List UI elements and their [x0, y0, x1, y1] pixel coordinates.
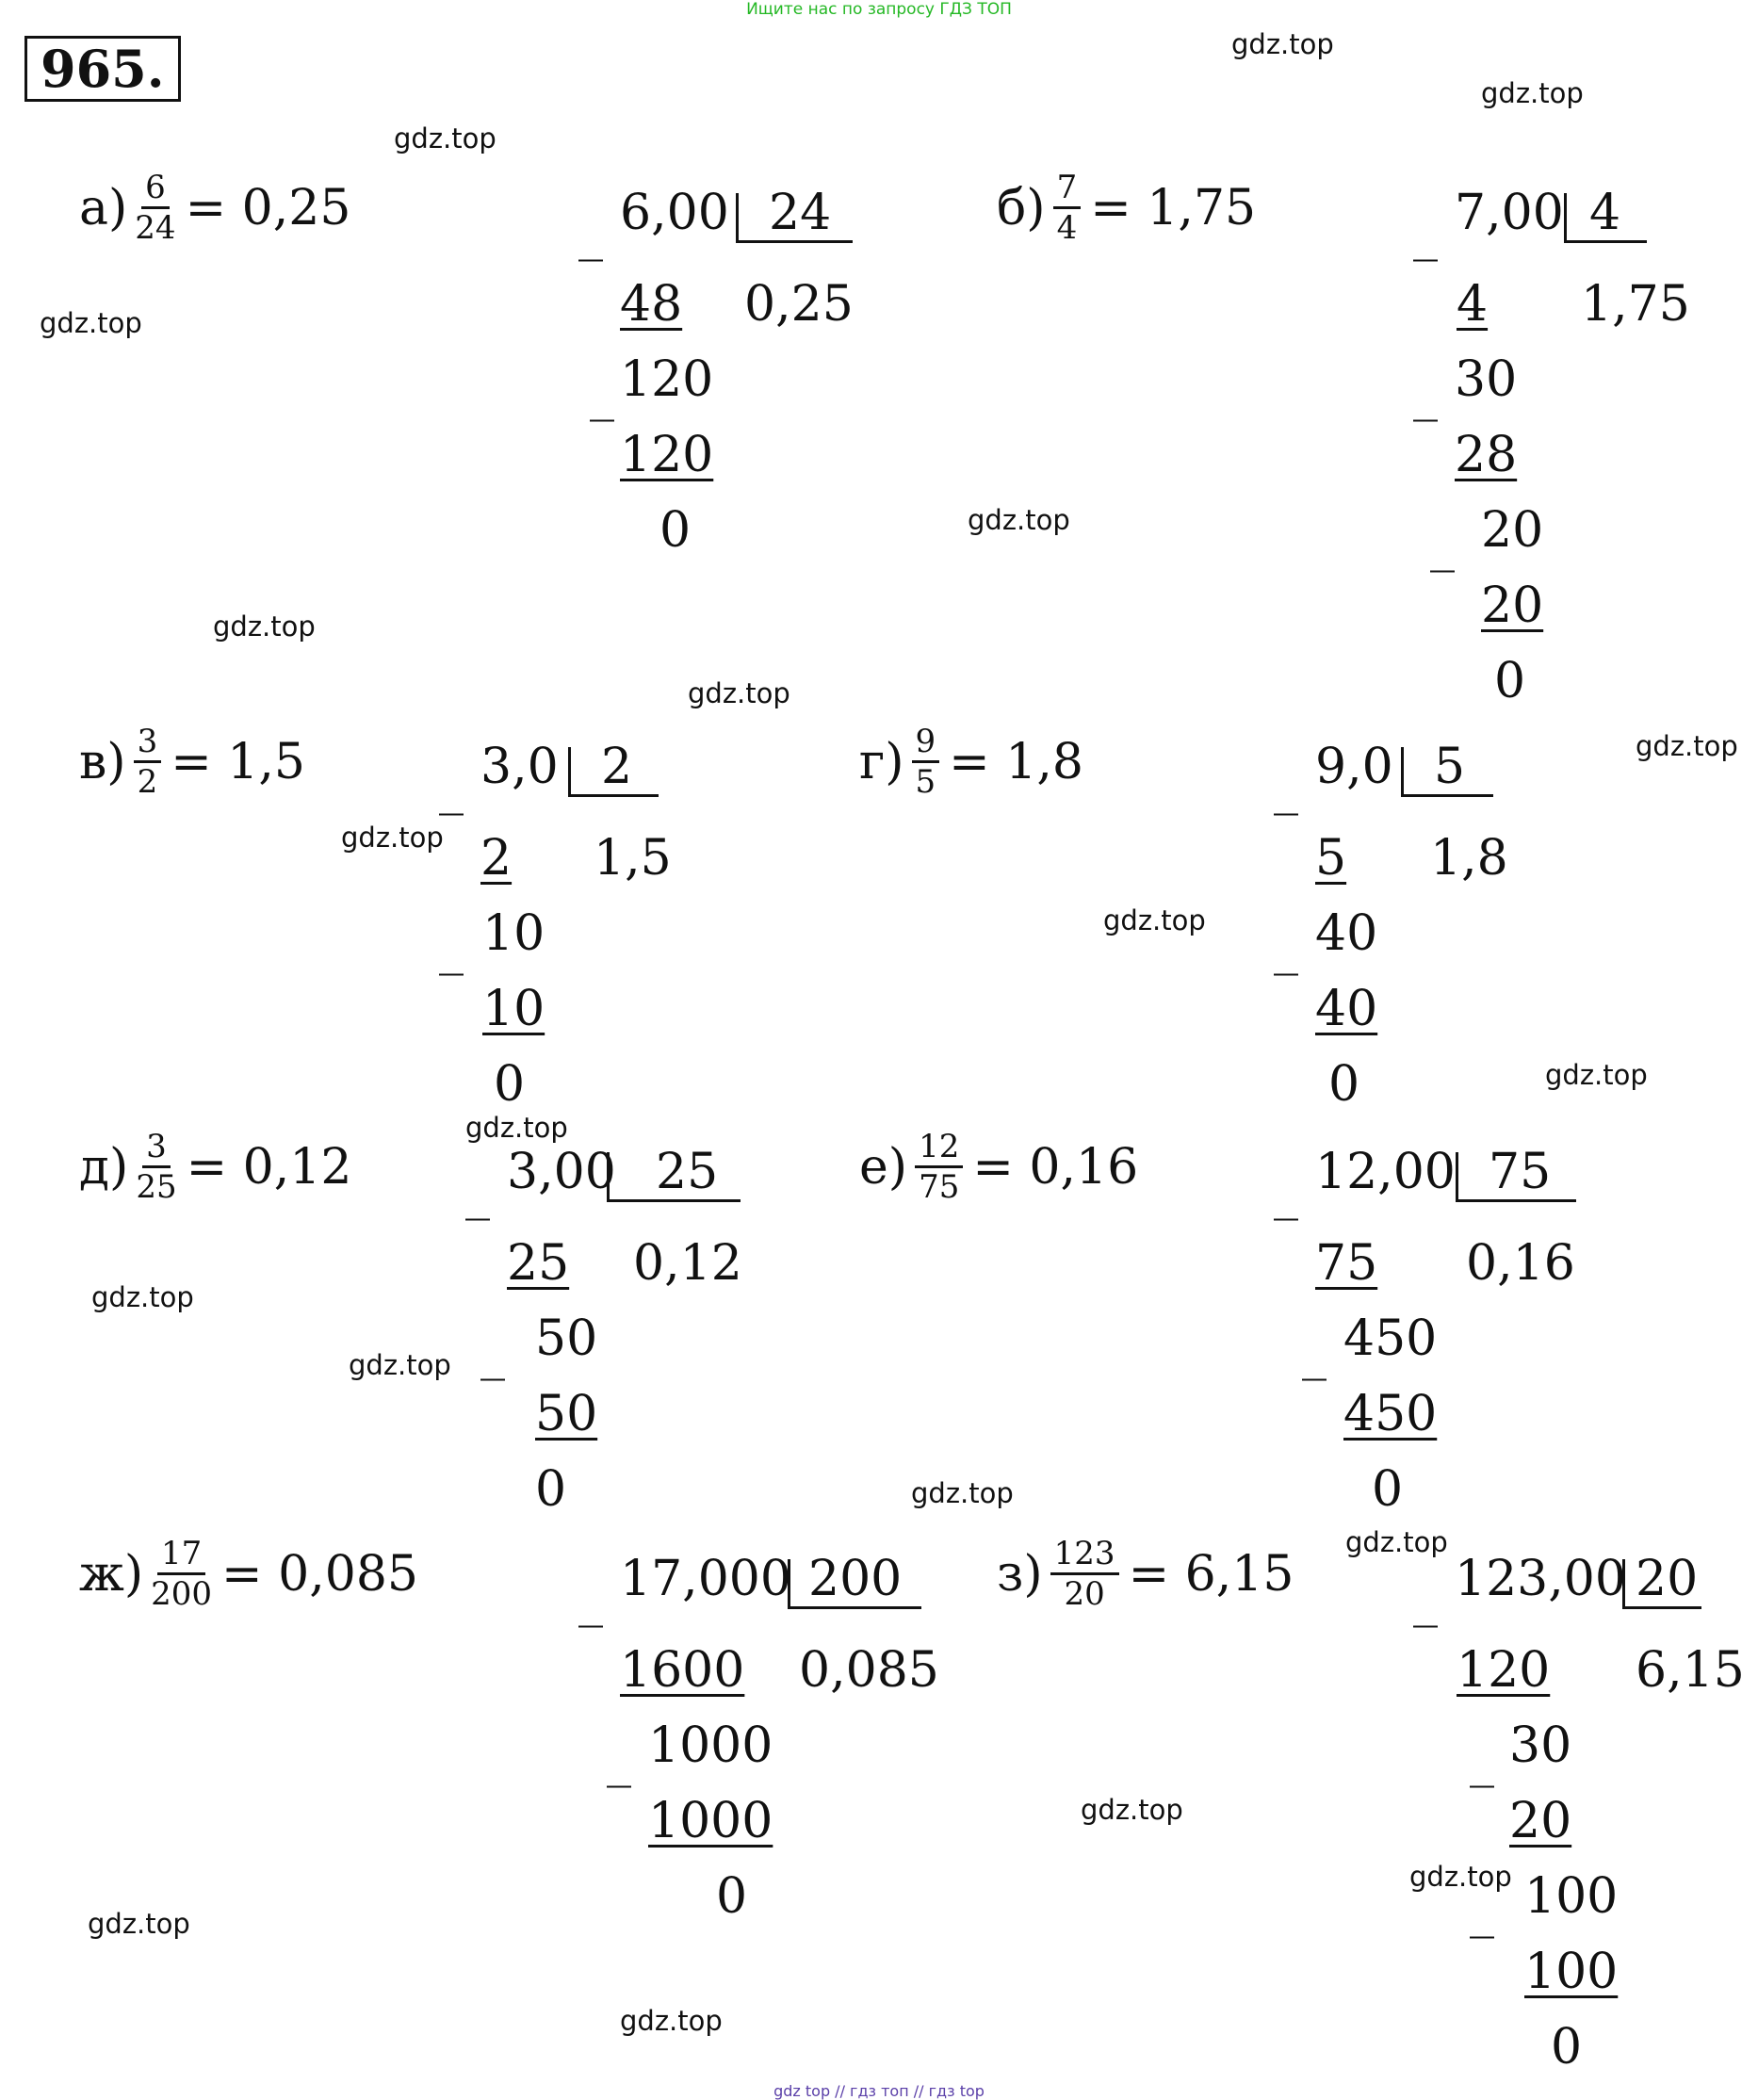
- watermark: gdz.top: [465, 1112, 568, 1144]
- division-step: 20: [1481, 578, 1544, 634]
- watermark: gdz.top: [1636, 730, 1738, 762]
- fraction: [151, 1535, 213, 1613]
- equation-g: [859, 723, 1083, 801]
- fraction: [912, 723, 940, 801]
- problem-label: з): [997, 1545, 1043, 1603]
- fraction-denominator: 24: [135, 209, 176, 247]
- fraction-numerator: 3: [142, 1131, 171, 1168]
- division-step: 2: [480, 830, 513, 887]
- problem-label: г): [859, 733, 904, 790]
- equation-result: = 0,16: [972, 1138, 1139, 1196]
- division-step: 30: [1509, 1717, 1572, 1774]
- watermark: gdz.top: [394, 122, 496, 155]
- equation-result: = 0,085: [221, 1545, 418, 1603]
- problem-label: ж): [79, 1545, 144, 1603]
- division-step: 450: [1343, 1386, 1438, 1442]
- division-step: 40: [1315, 905, 1378, 962]
- equation-result: = 1,8: [949, 733, 1083, 790]
- fraction-numerator: 3: [134, 725, 162, 763]
- dividend: 123,00: [1455, 1551, 1626, 1607]
- division-step: 50: [535, 1310, 598, 1367]
- watermark: gdz.top: [1231, 28, 1334, 60]
- division-step: 120: [620, 351, 714, 408]
- watermark: gdz.top: [1345, 1526, 1448, 1558]
- dividend: 7,00: [1455, 185, 1564, 241]
- fraction: [1050, 1535, 1119, 1613]
- division-step: 450: [1343, 1310, 1438, 1367]
- equation-result: = 6,15: [1128, 1545, 1294, 1603]
- division-step: 0: [1551, 2019, 1583, 2076]
- division-step: 50: [535, 1386, 598, 1442]
- quotient: 0,085: [799, 1642, 939, 1699]
- fraction: [136, 1128, 177, 1206]
- task-number: 965.: [24, 36, 181, 102]
- division-step: 10: [482, 981, 545, 1037]
- quotient: 6,15: [1636, 1642, 1745, 1699]
- divisor: 25: [656, 1144, 719, 1200]
- dividend: 12,00: [1315, 1144, 1456, 1200]
- fraction-denominator: 75: [919, 1168, 960, 1206]
- watermark: gdz.top: [968, 504, 1070, 536]
- divisor: 75: [1489, 1144, 1552, 1200]
- quotient: 1,75: [1581, 276, 1690, 333]
- division-step: 0: [659, 502, 692, 559]
- fraction-denominator: 200: [151, 1575, 213, 1613]
- fraction-numerator: 12: [915, 1131, 963, 1168]
- fraction: [134, 723, 162, 801]
- division-step: 28: [1455, 427, 1518, 483]
- problem-label: д): [79, 1138, 129, 1196]
- fraction-denominator: 5: [915, 763, 936, 801]
- division-step: 100: [1524, 1944, 1619, 2000]
- equation-d: [79, 1128, 352, 1206]
- division-step: 20: [1481, 502, 1544, 559]
- divisor: 5: [1434, 739, 1466, 795]
- division-step: 4: [1457, 276, 1489, 333]
- division-step: 48: [620, 276, 683, 333]
- division-step: 30: [1455, 351, 1518, 408]
- watermark: gdz.top: [1409, 1861, 1512, 1893]
- quotient: 0,16: [1466, 1235, 1575, 1292]
- fraction: [1053, 169, 1082, 247]
- dividend: 3,00: [507, 1144, 616, 1200]
- problem-label: е): [859, 1138, 908, 1196]
- dividend: 9,0: [1315, 739, 1393, 795]
- quotient: 0,12: [633, 1235, 742, 1292]
- divisor: 200: [808, 1551, 903, 1607]
- equation-result: = 0,12: [186, 1138, 352, 1196]
- fraction-numerator: 9: [912, 725, 940, 763]
- division-step: 0: [494, 1056, 526, 1113]
- division-step: 20: [1509, 1793, 1572, 1849]
- equation-b: [997, 169, 1257, 247]
- quotient: 1,8: [1430, 830, 1508, 887]
- equation-result: = 1,75: [1090, 179, 1257, 236]
- division-step: 5: [1315, 830, 1347, 887]
- divisor: 2: [601, 739, 633, 795]
- division-step: 1600: [620, 1642, 745, 1699]
- watermark: gdz.top: [88, 1908, 190, 1940]
- division-step: 0: [535, 1461, 567, 1518]
- problem-label: а): [79, 179, 128, 236]
- watermark: gdz.top: [1081, 1794, 1183, 1826]
- dividend: 6,00: [620, 185, 729, 241]
- fraction-numerator: 6: [141, 171, 170, 209]
- divisor: 24: [769, 185, 832, 241]
- division-step: 120: [1457, 1642, 1551, 1699]
- watermark: gdz.top: [1545, 1059, 1648, 1091]
- fraction-denominator: 20: [1064, 1575, 1105, 1613]
- equation-zh: [79, 1535, 418, 1613]
- divisor: 20: [1636, 1551, 1699, 1607]
- watermark: gdz.top: [91, 1281, 194, 1313]
- equation-z: [997, 1535, 1294, 1613]
- fraction-numerator: 123: [1050, 1538, 1119, 1575]
- division-step: 1000: [648, 1793, 773, 1849]
- problem-label: б): [997, 179, 1046, 236]
- header-note: Ищите нас по запросу ГДЗ ТОП: [746, 0, 1012, 19]
- divisor: 4: [1589, 185, 1621, 241]
- division-step: 1000: [648, 1717, 773, 1774]
- equation-e: [859, 1128, 1139, 1206]
- division-step: 0: [1328, 1056, 1360, 1113]
- watermark: gdz.top: [349, 1349, 451, 1381]
- watermark: gdz.top: [213, 610, 316, 643]
- division-step: 10: [482, 905, 545, 962]
- fraction: [135, 169, 176, 247]
- equation-a: [79, 169, 351, 247]
- fraction-denominator: 2: [137, 763, 158, 801]
- quotient: 0,25: [744, 276, 854, 333]
- watermark: gdz.top: [911, 1477, 1014, 1509]
- watermark: gdz.top: [688, 677, 790, 709]
- watermark: gdz.top: [1103, 904, 1206, 936]
- equation-v: [79, 723, 305, 801]
- watermark: gdz.top: [1481, 77, 1584, 109]
- dividend: 17,000: [620, 1551, 791, 1607]
- quotient: 1,5: [594, 830, 672, 887]
- division-step: 0: [1494, 653, 1526, 709]
- watermark: gdz.top: [40, 307, 142, 339]
- fraction-numerator: 17: [157, 1538, 205, 1575]
- division-step: 40: [1315, 981, 1378, 1037]
- fraction-denominator: 4: [1056, 209, 1078, 247]
- problem-label: в): [79, 733, 126, 790]
- division-step: 100: [1524, 1868, 1619, 1925]
- dividend: 3,0: [480, 739, 559, 795]
- division-step: 0: [716, 1868, 748, 1925]
- division-step: 0: [1372, 1461, 1404, 1518]
- division-step: 120: [620, 427, 714, 483]
- watermark: gdz.top: [620, 2005, 723, 2037]
- equation-result: = 1,5: [171, 733, 305, 790]
- fraction-numerator: 7: [1053, 171, 1082, 209]
- footer-note: gdz top // гдз топ // гдз top: [773, 2082, 985, 2100]
- equation-result: = 0,25: [185, 179, 351, 236]
- fraction: [915, 1128, 963, 1206]
- watermark: gdz.top: [341, 822, 444, 854]
- division-step: 25: [507, 1235, 570, 1292]
- fraction-denominator: 25: [136, 1168, 177, 1206]
- division-step: 75: [1315, 1235, 1378, 1292]
